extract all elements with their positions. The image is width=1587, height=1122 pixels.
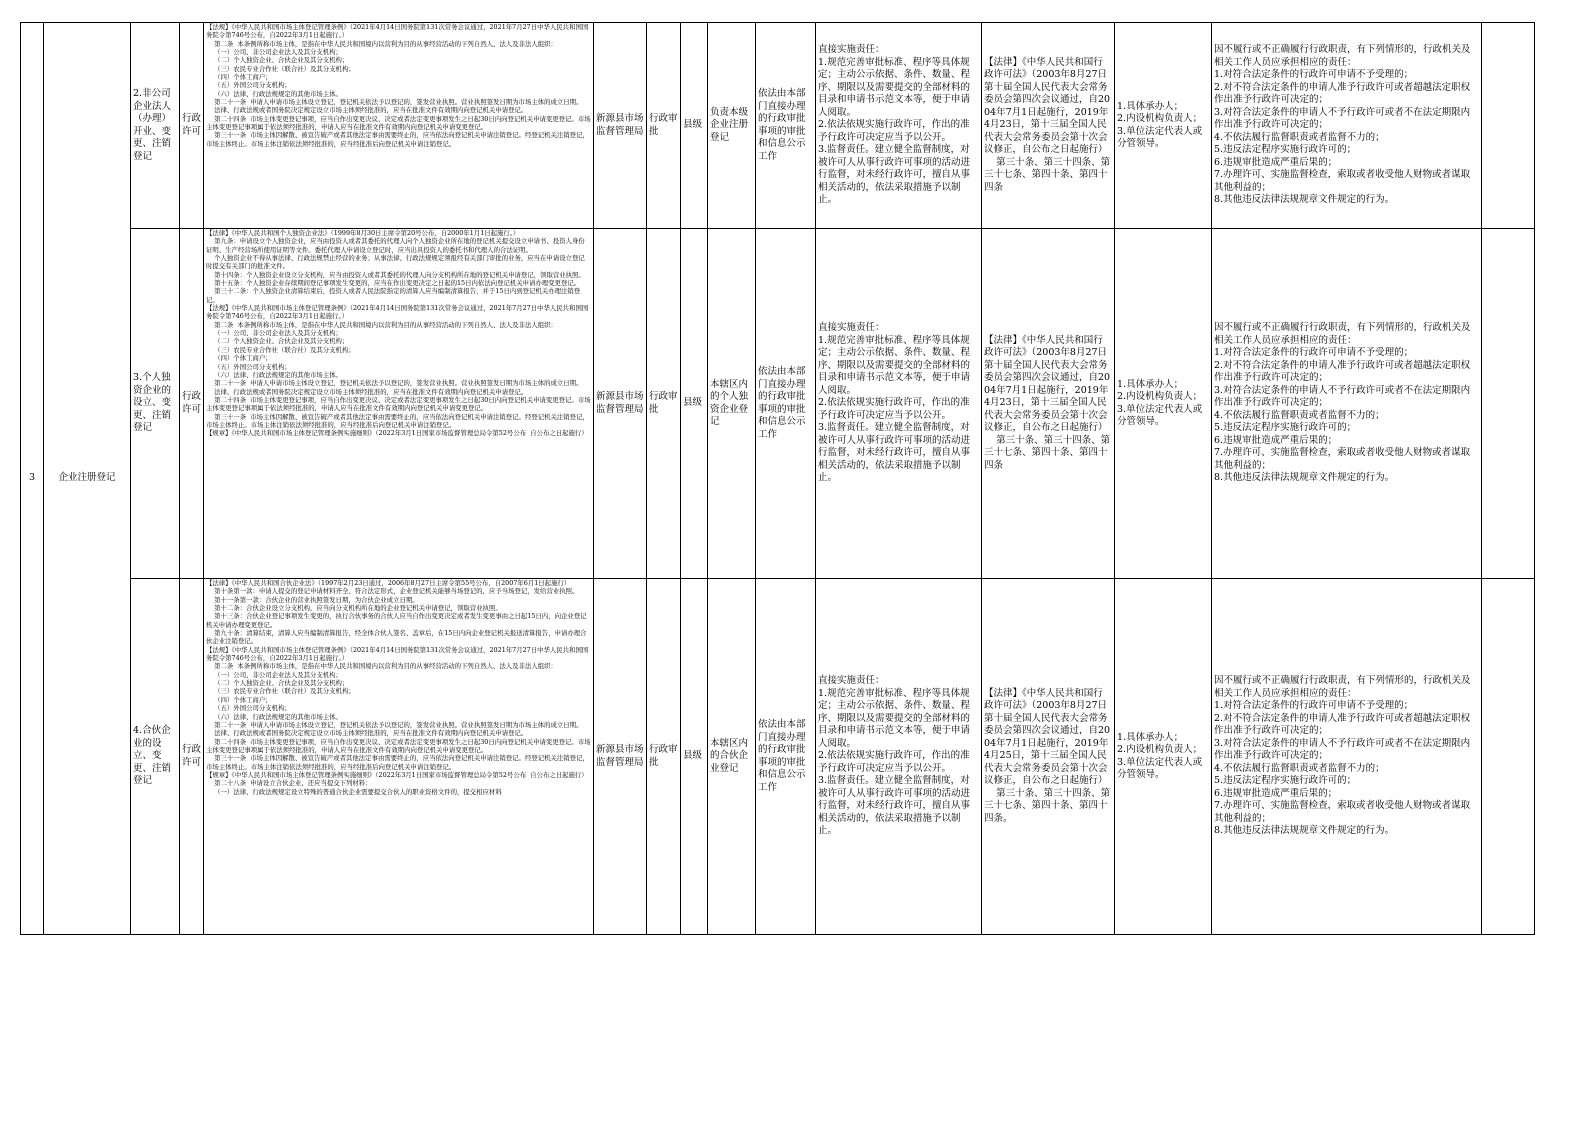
liability-text: 直接实施责任： 1.规范完善审批标准、程序等具体规定；主动公示依据、条件、数量、程序、期限以及需要提交的全部材料的目录和申请书示范文本等，便于申请人阅取。 2.依法依规实施行政许可，作出的准予行政许可决定应当予以公开。 3.监督责任。建立健全监督制度，对被许可人从事行政许可事项的活动进行监督，对未经行政许可，擅自从事相关活动的，依法采取措施予以制止。 (816, 229, 982, 579)
level: 县级 (681, 579, 708, 935)
item-name: 3.个人独资企业的设立、变更、注销登记 (131, 229, 180, 579)
level: 县级 (681, 23, 708, 229)
responsible-subjects: 1.具体承办人； 2.内设机构负责人； 3.单位法定代表人或分管领导。 (1115, 229, 1212, 579)
law-basis: 【法律】《中华人民共和国行政许可法》（2003年8月27日第十届全国人民代表大会常务委员会第四次会议通过，自2004年7月1日起施行，2019年4月23日，第十三届全国人民代表大会常务委员会第十次会议修正，自公布之日起施行） 第三十条、第三十四条、第三十七条、第四十条、第四十四条 (982, 229, 1115, 579)
scope: 本辖区内的个人独资企业登记 (708, 229, 756, 579)
remark (1482, 23, 1535, 229)
responsible-subjects: 1.具体承办人； 2.内设机构负责人； 3.单位法定代表人或分管领导。 (1115, 579, 1212, 935)
responsibility-content: 依法由本部门直接办理的行政审批事项的审批和信息公示工作 (756, 229, 816, 579)
department: 新源县市场监督管理局 (594, 579, 647, 935)
consequences: 因不履行或不正确履行行政职责，有下列情形的，行政机关及相关工作人员应承担相应的责任： 1.对符合法定条件的行政许可申请不予受理的； 2.对不符合法定条件的申请人准予行政许可或者超越法定职权作出准予行政许可决定的； 3.对符合法定条件的申请人不予行政许可或者不在法定期限内作出准予行政许可决定的； 4.不依法履行监督职责或者监督不力的； 5.违反法定程序实施行政许可的； 6.违规审批造成严重后果的； 7.办理许可、实施监督检查，索取或者收受他人财物或者谋取其他利益的； 8.其他违反法律法规规章文件规定的行为。 (1212, 229, 1482, 579)
item-name: 2.非公司企业法人（办理）开业、变更、注销登记 (131, 23, 180, 229)
remark (1482, 579, 1535, 935)
department: 新源县市场监督管理局 (594, 229, 647, 579)
item-name: 4.合伙企业的设立、变更、注销登记 (131, 579, 180, 935)
level: 县级 (681, 229, 708, 579)
law-basis: 【法律】《中华人民共和国行政许可法》（2003年8月27日第十届全国人民代表大会常务委员会第四次会议通过，自2004年7月1日起施行，2019年4月23日，第十三届全国人民代表大会常务委员会第十次会议修正，自公布之日起施行） 第三十条、第三十四条、第三十七条、第四十条、第四十四条 (982, 23, 1115, 229)
department: 新源县市场监督管理局 (594, 23, 647, 229)
scope: 负责本级企业注册登记 (708, 23, 756, 229)
consequences: 因不履行或不正确履行行政职责，有下列情形的，行政机关及相关工作人员应承担相应的责任： 1.对符合法定条件的行政许可申请不予受理的； 2.对不符合法定条件的申请人准予行政许可或者超越法定职权作出准予行政许可决定的； 3.对符合法定条件的申请人不予行政许可或者不在法定期限内作出准予行政许可决定的； 4.不依法履行监督职责或者监督不力的； 5.违反法定程序实施行政许可的； 6.违规审批造成严重后果的； 7.办理许可、实施监督检查，索取或者收受他人财物或者谋取其他利益的； 8.其他违反法律法规规章文件规定的行为。 (1212, 579, 1482, 935)
group-name: 企业注册登记 (44, 23, 131, 935)
legal-basis (204, 579, 594, 935)
responsibility-table (20, 22, 1535, 935)
table-row (21, 23, 1535, 229)
responsibility-content: 依法由本部门直接办理的行政审批事项的审批和信息公示工作 (756, 579, 816, 935)
legal-basis (204, 23, 594, 229)
item-type: 行政许可 (180, 229, 204, 579)
category: 行政审批 (647, 229, 681, 579)
legal-basis-text: 【法律】《中华人民共和国个人独资企业法》（1999年8月30日主席令第20号公布，自2000年1月1日起施行。） 第九条：申请设立个人独资企业，应当由投资人或者其委托的代理人向个人独资企业所在地的登记机关提交设立申请书、投资人身份证明、生产经营场所使用证明等文件。委托代理人申请设立登记时，应当出具投资人的委托书和代理人的合法证明。 个人独资企业不得从事法律、行政法规禁止经营的业务；从事法律、行政法规规定须报经有关部门审批的业务，应当在申请设立登记时提交有关部门的批准文件。 第十四条：个人独资企业设立分支机构，应当由投资人或者其委托的代理人向分支机构所在地的登记机关申请登记，领取营业执照。 第十五条：个人独资企业存续期间登记事项发生变更的，应当在作出变更决定之日起的15日内依法向登记机关申请办理变更登记。 第三十二条：个人独资企业清算结束后，投资人或者人民法院指定的清算人应当编制清算报告，并于15日内到登记机关办理注销登记。 【法规】《中华人民共和国市场主体登记管理条例》（2021年4月14日国务院第131次常务会议通过，2021年7月27日中华人民共和国国务院令第746号公布，自2022年3月1日起施行。） 第二条 本条例所称市场主体，是指在中华人民共和国境内以营利为目的从事经营活动的下列自然人、法人及非法人组织： （一）公司、非公司企业法人及其分支机构； （二）个人独资企业、合伙企业及其分支机构； （三）农民专业合作社（联合社）及其分支机构； （四）个体工商户； （五）外国公司分支机构； （六）法律、行政法规规定的其他市场主体。 第二十一条 申请人申请市场主体设立登记，登记机关依法予以登记的，签发营业执照。营业执照签发日期为市场主体的成立日期。 法律、行政法规或者国务院决定规定设立市场主体须经批准的，应当在批准文件有效期内向登记机关申请登记。 第二十四条 市场主体变更登记事项，应当自作出变更决议、决定或者法定变更事项发生之日起30日内向登记机关申请变更登记。市场主体变更登记事项属于依法须经批准的，申请人应当在批准文件有效期内向登记机关申请变更登记。 第三十一条 市场主体因解散、被宣告破产或者其他法定事由需要终止的，应当依法向登记机关申请注销登记。经登记机关注销登记，市场主体终止。市场主体注销依法须经批准的，应当经批准后向登记机关申请注销登记。 【规章】《中华人民共和国市场主体登记管理条例实施细则》（2022年3月1日国家市场监督管理总局令第52号公布 自公布之日起施行） (206, 229, 591, 438)
responsibility-content: 依法由本部门直接办理的行政审批事项的审批和信息公示工作 (756, 23, 816, 229)
category: 行政审批 (647, 579, 681, 935)
law-basis: 【法律】《中华人民共和国行政许可法》（2003年8月27日第十届全国人民代表大会常务委员会第四次会议通过，自2004年7月1日起施行，2019年4月25日，第十三届全国人民代表大会常务委员会第十次会议修正，自公布之日起施行） 第三十条、第三十四条、第三十七条、第四十条、第四十四条。 (982, 579, 1115, 935)
table-row (21, 579, 1535, 935)
legal-basis-text: 【法规】《中华人民共和国市场主体登记管理条例》（2021年4月14日国务院第131次常务会议通过，2021年7月27日中华人民共和国国务院令第746号公布，自2022年3月1日起施行。） 第二条 本条例所称市场主体，是指在中华人民共和国境内以营利为目的从事经营活动的下列自然人、法人及非法人组织： （一）公司、非公司企业法人及其分支机构； （二）个人独资企业、合伙企业及其分支机构； （三）农民专业合作社（联合社）及其分支机构； （四）个体工商户； （五）外国公司分支机构； （六）法律、行政法规规定的其他市场主体。 第二十一条 申请人申请市场主体设立登记，登记机关依法予以登记的，签发营业执照。营业执照签发日期为市场主体的成立日期。 法律、行政法规或者国务院决定规定设立市场主体须经批准的，应当在批准文件有效期内向登记机关申请登记。 第二十四条 市场主体变更登记事项，应当自作出变更决议、决定或者法定变更事项发生之日起30日内向登记机关申请变更登记。市场主体变更登记事项属于依法须经批准的，申请人应当在批准文件有效期内向登记机关申请变更登记。 第三十一条 市场主体因解散、被宣告破产或者其他法定事由需要终止的，应当依法向登记机关申请注销登记。经登记机关注销登记，市场主体终止。市场主体注销依法须经批准的，应当经批准后向登记机关申请注销登记。 (206, 23, 591, 148)
remark (1482, 229, 1535, 579)
category: 行政审批 (647, 23, 681, 229)
responsible-subjects: 1.具体承办人； 2.内设机构负责人； 3.单位法定代表人或分管领导。 (1115, 23, 1212, 229)
table-row (21, 229, 1535, 579)
group-index: 3 (21, 23, 44, 935)
legal-basis-text: 【法律】《中华人民共和国合伙企业法》（1997年2月23日通过，2006年8月27日主席令第55号公布，自2007年6月1日起施行） 第十条第一款：申请人提交的登记申请材料齐全、符合法定形式，企业登记机关能够当场登记的，应予当场登记，发给营业执照。 第十一条第一款：合伙企业的营业执照签发日期，为合伙企业成立日期。 第十二条：合伙企业设立分支机构，应当向分支机构所在地的企业登记机关申请登记，领取营业执照。 第十三条：合伙企业登记事项发生变更的，执行合伙事务的合伙人应当自作出变更决定或者发生变更事由之日起15日内，向企业登记机关申请办理变更登记。 第九十条：清算结束，清算人应当编制清算报告，经全体合伙人签名、盖章后，在15日内向企业登记机关报送清算报告，申请办理合伙企业注销登记。 【法规】《中华人民共和国市场主体登记管理条例》（2021年4月14日国务院第131次常务会议通过，2021年7月27日中华人民共和国国务院令第746号公布，自2022年3月1日起施行。） 第二条 本条例所称市场主体，是指在中华人民共和国境内以营利为目的从事经营活动的下列自然人、法人及非法人组织： （一）公司、非公司企业法人及其分支机构； （二）个人独资企业、合伙企业及其分支机构； （三）农民专业合作社（联合社）及其分支机构； （四）个体工商户； （五）外国公司分支机构； （六）法律、行政法规规定的其他市场主体。 第二十一条 申请人申请市场主体设立登记，登记机关依法予以登记的，签发营业执照。营业执照签发日期为市场主体的成立日期。 法律、行政法规或者国务院决定规定设立市场主体须经批准的，应当在批准文件有效期内向登记机关申请登记。 第二十四条 市场主体变更登记事项，应当自作出变更决议、决定或者法定变更事项发生之日起30日内向登记机关申请变更登记。市场主体变更登记事项属于依法须经批准的，申请人应当在批准文件有效期内向登记机关申请变更登记。 第三十一条 市场主体因解散、被宣告破产或者其他法定事由需要终止的，应当依法向登记机关申请注销登记。经登记机关注销登记，市场主体终止。市场主体注销依法须经批准的，应当经批准后向登记机关申请注销登记。 【规章】《中华人民共和国市场主体登记管理条例实施细则》（2022年3月1日国家市场监督管理总局令第52号公布 自公布之日起施行） 第二十八条 申请设立合伙企业，还应当提交下列材料： （一）法律、行政法规规定设立特殊的普通合伙企业需要提交合伙人的职业资格文件的，提交相应材料 (206, 579, 591, 796)
scope: 本辖区内的合伙企业登记 (708, 579, 756, 935)
item-type: 行政许可 (180, 23, 204, 229)
consequences: 因不履行或不正确履行行政职责，有下列情形的，行政机关及相关工作人员应承担相应的责任： 1.对符合法定条件的行政许可申请不予受理的； 2.对不符合法定条件的申请人准予行政许可或者超越法定职权作出准予行政许可决定的； 3.对符合法定条件的申请人不予行政许可或者不在法定期限内作出准予行政许可决定的； 4.不依法履行监督职责或者监督不力的； 5.违反法定程序实施行政许可的； 6.违规审批造成严重后果的； 7.办理许可、实施监督检查，索取或者收受他人财物或者谋取其他利益的； 8.其他违反法律法规规章文件规定的行为。 (1212, 23, 1482, 229)
legal-basis (204, 229, 594, 579)
item-type: 行政许可 (180, 579, 204, 935)
liability-text: 直接实施责任： 1.规范完善审批标准、程序等具体规定；主动公示依据、条件、数量、程序、期限以及需要提交的全部材料的目录和申请书示范文本等，便于申请人阅取。 2.依法依规实施行政许可，作出的准予行政许可决定应当予以公开。 3.监督责任。建立健全监督制度，对被许可人从事行政许可事项的活动进行监督，对未经行政许可，擅自从事相关活动的，依法采取措施予以制止。 (816, 23, 982, 229)
liability-text: 直接实施责任： 1.规范完善审批标准、程序等具体规定；主动公示依据、条件、数量、程序、期限以及需要提交的全部材料的目录和申请书示范文本等，便于申请人阅取。 2.依法依规实施行政许可，作出的准予行政许可决定应当予以公开。 3.监督责任。建立健全监督制度，对被许可人从事行政许可事项的活动进行监督，对未经行政许可，擅自从事相关活动的，依法采取措施予以制止。 (816, 579, 982, 935)
